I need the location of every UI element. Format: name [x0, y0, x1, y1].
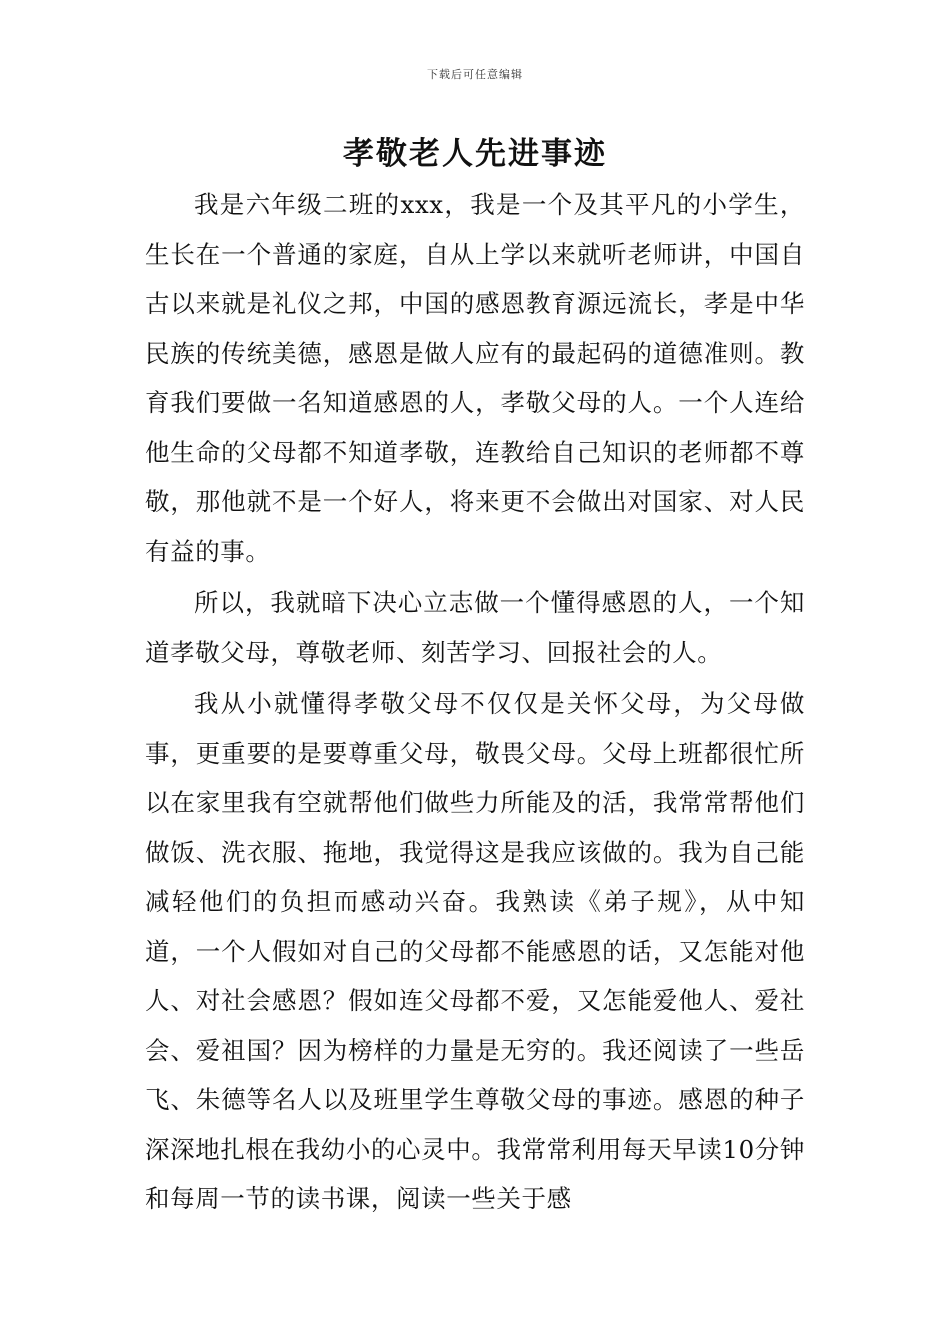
paragraph: 我从小就懂得孝敬父母不仅仅是关怀父母，为父母做事，更重要的是要尊重父母，敬畏父母。父母上班都很忙所以在家里我有空就帮他们做些力所能及的活，我常常帮他们做饭、洗衣服、拖地，我觉得这是我应该做的。我为自己能减轻他们的负担而感动兴奋。我熟读《弟子规》，从中知道，一个人假如对自己的父母都不能感恩的话，又怎能对他人、对社会感恩？假如连父母都不爱，又怎能爱他人、爱社会、爱祖国？因为榜样的力量是无穷的。我还阅读了一些岳飞、朱德等名人以及班里学生尊敬父母的事迹。感恩的种子深深地扎根在我幼小的心灵中。我常常利用每天早读10分钟和每周一节的读书课，阅读一些关于感	[145, 689, 805, 1213]
paragraph: 我是六年级二班的xxx，我是一个及其平凡的小学生，生长在一个普通的家庭，自从上学以来就听老师讲，中国自古以来就是礼仪之邦，中国的感恩教育源远流长，孝是中华民族的传统美德，感恩是做人应有的最起码的道德准则。教育我们要做一名知道感恩的人，孝敬父母的人。一个人连给他生命的父母都不知道孝敬，连教给自己知识的老师都不尊敬，那他就不是一个好人，将来更不会做出对国家、对人民有益的事。	[145, 190, 805, 566]
document-title: 孝敬老人先进事迹	[343, 136, 607, 172]
paragraph: 所以，我就暗下决心立志做一个懂得感恩的人，一个知道孝敬父母，尊敬老师、刻苦学习、回报社会的人。	[145, 588, 805, 667]
header-note: 下载后可任意编辑	[427, 68, 523, 81]
document-body	[145, 180, 805, 1226]
